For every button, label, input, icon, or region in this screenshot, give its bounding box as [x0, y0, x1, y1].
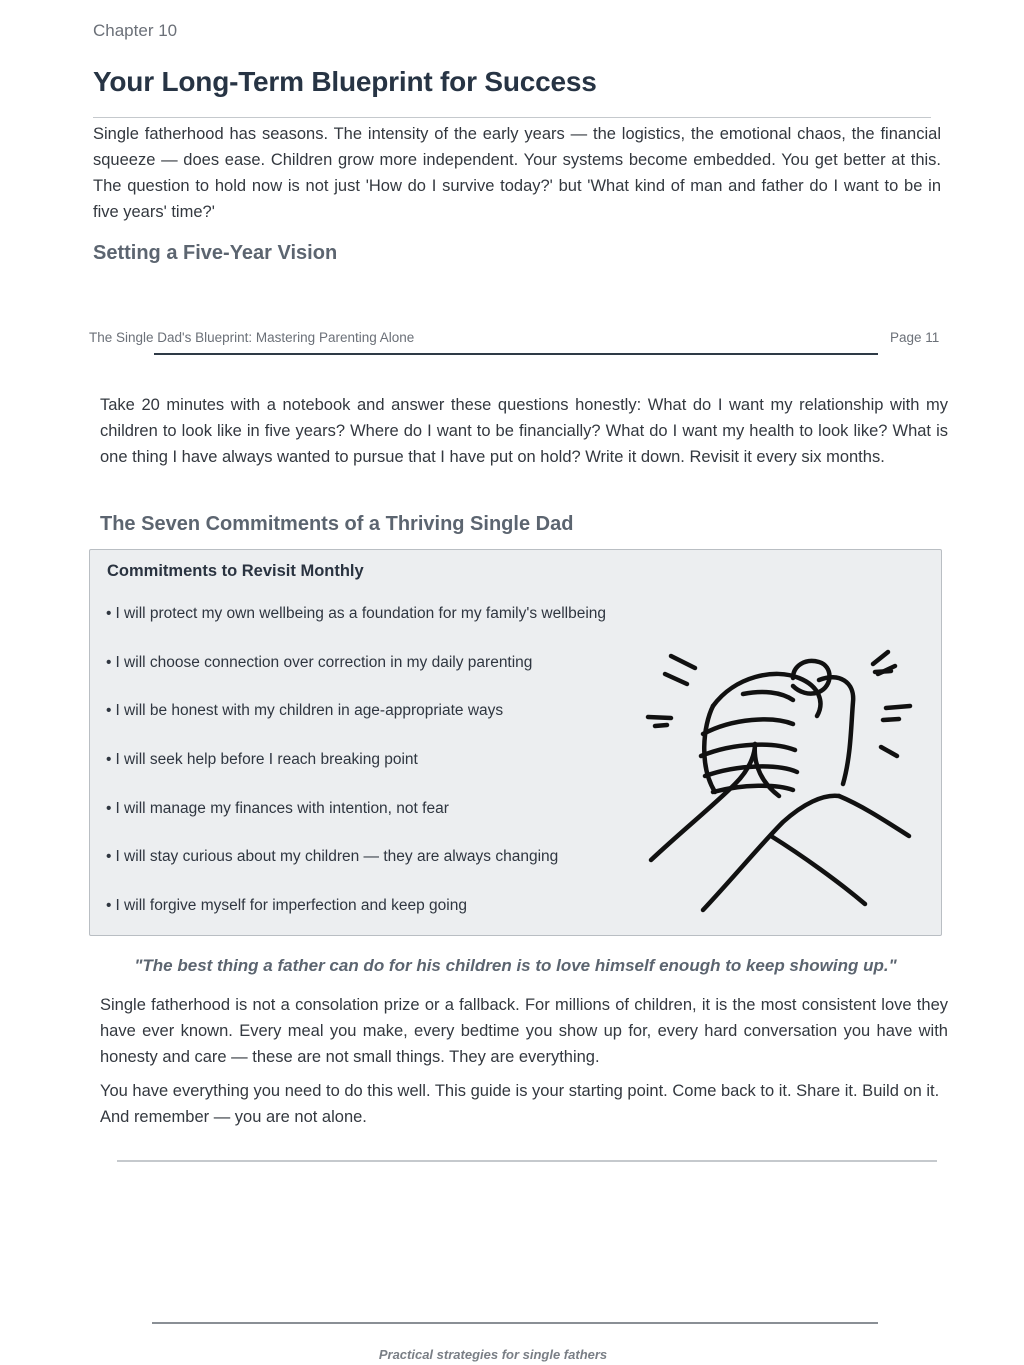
bottom-footer-divider [152, 1322, 878, 1324]
page-number: Page 11 [890, 330, 940, 345]
commitments-box [89, 549, 942, 936]
page-title: Your Long-Term Blueprint for Success [93, 66, 597, 97]
commitment-item: • I will choose connection over correction in my daily parenting [106, 654, 606, 703]
handshake-icon [643, 646, 923, 918]
closing-paragraph-1: Single fatherhood is not a consolation prize or a fallback. For millions of children, it is the most consistent love they have ever known. Every meal you make, every bedtime you show up for, every hard conversation you have with honesty and care — these are not small things. They are everything. [100, 996, 948, 1066]
chapter-label: Chapter 10 [93, 21, 178, 40]
closing-paragraph-2: You have everything you need to do this well. This guide is your starting point. Come back to it. Share it. Build on it. And remember — you are not alone. [100, 1082, 940, 1126]
running-footer-title: The Single Dad's Blueprint: Mastering Parenting Alone [89, 330, 415, 345]
title-divider [93, 117, 931, 118]
commitments-list [106, 605, 606, 946]
commitments-box-title: Commitments to Revisit Monthly [107, 562, 364, 580]
section-heading-five-year-vision: Setting a Five-Year Vision [93, 242, 338, 264]
section-heading-seven-commitments: The Seven Commitments of a Thriving Single Dad [100, 513, 574, 535]
pull-quote: "The best thing a father can do for his children is to love himself enough to keep showing up." [134, 956, 897, 975]
commitment-item: • I will stay curious about my children — they are always changing [106, 848, 606, 897]
footer-tagline: Practical strategies for single fathers [378, 1347, 608, 1362]
vision-paragraph: Take 20 minutes with a notebook and answer these questions honestly: What do I want my relationship with my children to look like in five years? Where do I want to be financially? What do I want my health to look like? What is one thing I have always wanted to pursue that I have put on hold? Write it down. Revisit it every six months. [100, 396, 948, 466]
commitment-item: • I will forgive myself for imperfection and keep going [106, 897, 606, 946]
commitment-item: • I will manage my finances with intention, not fear [106, 800, 606, 849]
commitment-item: • I will be honest with my children in age-appropriate ways [106, 702, 606, 751]
section-divider [117, 1160, 937, 1162]
intro-paragraph: Single fatherhood has seasons. The intensity of the early years — the logistics, the emotional chaos, the financial squeeze — does ease. Children grow more independent. Your systems become embedded. You get better at this. The question to hold now is not just 'How do I survive today?' but 'What kind of man and father do I want to be in five years' time?' [93, 125, 941, 221]
commitment-item: • I will protect my own wellbeing as a foundation for my family's wellbeing [106, 605, 606, 654]
footer-divider [154, 353, 878, 355]
commitment-item: • I will seek help before I reach breaking point [106, 751, 606, 800]
